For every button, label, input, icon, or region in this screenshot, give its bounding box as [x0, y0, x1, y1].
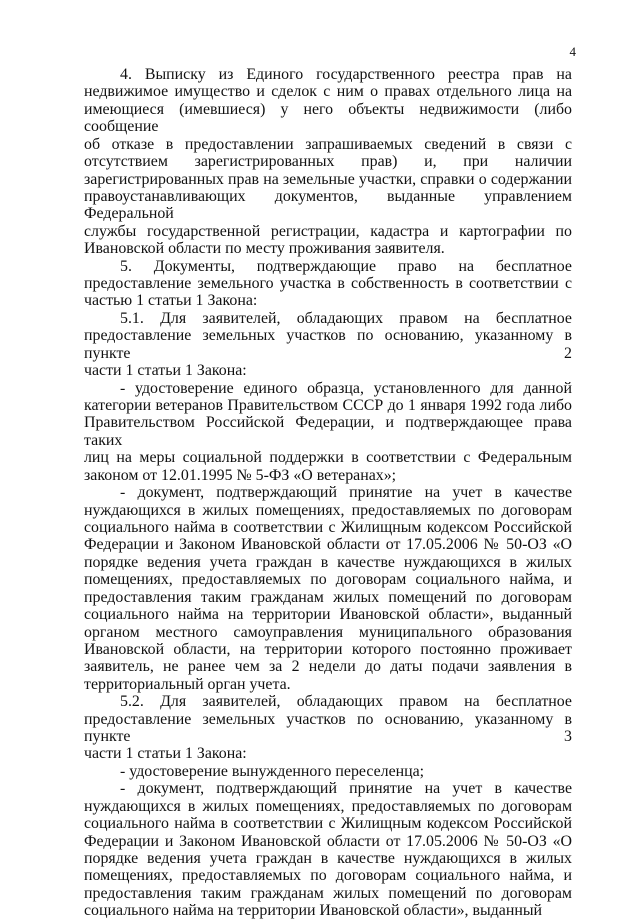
- text-line: - документ, подтверждающий принятие на учет в качестве: [120, 484, 572, 502]
- paragraph-item-5-1-a: [84, 380, 572, 485]
- text-line: территориальный орган учета.: [84, 675, 291, 693]
- text-line: предоставления таким гражданам жилых помещений по договорам: [84, 588, 572, 606]
- text-line: помещениях, предоставляемых по договорам социального найма, и: [84, 571, 572, 589]
- text-line: помещениях, предоставляемых по договорам социального найма, и: [84, 867, 572, 885]
- text-line: социального найма на территории Ивановской области», выданный: [84, 606, 572, 624]
- text-line: Ивановской области, на территории которого постоянно проживает: [84, 640, 572, 658]
- text-line: Федерации и Законом Ивановской области от 17.05.2006 № 50-ОЗ «О: [84, 832, 572, 850]
- text-line: категории ветеранов Правительством СССР до 1 января 1992 года либо: [84, 397, 572, 415]
- text-line: недвижимое имущество и сделок с ним о правах отдельного лица на: [84, 83, 572, 101]
- text-line: части 1 статьи 1 Закона:: [84, 362, 247, 380]
- text-line: предоставление земельного участка в собственность в соответствии с: [84, 275, 572, 293]
- text-line: порядке ведения учета граждан в качестве нуждающихся в жилых: [84, 553, 572, 571]
- paragraph-item-5-2: [84, 693, 572, 763]
- document-body: [84, 66, 572, 920]
- text-line: Федерации и Законом Ивановской области от 17.05.2006 № 50-ОЗ «О: [84, 536, 572, 554]
- text-line: - удостоверение вынужденного переселенца;: [120, 762, 425, 780]
- text-line: социального найма на территории Ивановской области», выданный: [84, 902, 543, 920]
- text-line: части 1 статьи 1 Закона:: [84, 745, 247, 763]
- text-line: отсутствием зарегистрированных прав) и, при наличии: [84, 153, 572, 171]
- text-line: имеющиеся (имевшиеся) у него объекты недвижимости (либо сообщение: [84, 100, 572, 136]
- text-line: порядке ведения учета граждан в качестве нуждающихся в жилых: [84, 849, 572, 867]
- text-line: 5.1. Для заявителей, обладающих правом на бесплатное: [120, 309, 572, 327]
- text-line: службы государственной регистрации, кадастра и картографии по: [84, 222, 572, 240]
- paragraph-item-5: [84, 258, 572, 310]
- text-line: социального найма в соответствии с Жилищным кодексом Российской: [84, 518, 572, 536]
- text-line: об отказе в предоставлении запрашиваемых сведений в связи с: [84, 135, 572, 153]
- page-number: 4: [569, 44, 576, 59]
- paragraph-item-4: [84, 66, 572, 258]
- paragraph-item-5-1-b: [84, 484, 572, 693]
- text-line: правоустанавливающих документов, выданные управлением Федеральной: [84, 187, 572, 223]
- text-line: частью 1 статьи 1 Закона:: [84, 292, 258, 310]
- text-line: нуждающихся в жилых помещениях, предоставляемых по договорам: [84, 797, 572, 815]
- paragraph-item-5-1: [84, 310, 572, 380]
- text-line: Ивановской области по месту проживания заявителя.: [84, 240, 445, 258]
- text-line: лиц на меры социальной поддержки в соответствии с Федеральным: [84, 449, 572, 467]
- text-line: 5.2. Для заявителей, обладающих правом на бесплатное: [120, 693, 572, 711]
- text-line: 5. Документы, подтверждающие право на бесплатное: [120, 257, 572, 275]
- text-line: предоставления таким гражданам жилых помещений по договорам: [84, 884, 572, 902]
- text-line: предоставление земельных участков по основанию, указанному в пункте 2: [84, 327, 572, 362]
- text-line: зарегистрированных прав на земельные участки, справки о содержании: [84, 170, 572, 188]
- text-line: - документ, подтверждающий принятие на учет в качестве: [120, 780, 572, 798]
- text-line: Правительством Российской Федерации, и подтверждающее права таких: [84, 414, 572, 449]
- text-line: законом от 12.01.1995 № 5-ФЗ «О ветеранах»;: [84, 466, 397, 484]
- text-line: заявитель, не ранее чем за 2 недели до даты подачи заявления в: [84, 658, 572, 676]
- text-line: органом местного самоуправления муниципального образования: [84, 623, 572, 641]
- text-line: предоставление земельных участков по основанию, указанному в пункте 3: [84, 710, 572, 746]
- text-line: социального найма в соответствии с Жилищным кодексом Российской: [84, 815, 572, 833]
- paragraph-item-5-2-a: [84, 763, 572, 780]
- text-line: - удостоверение единого образца, установленного для данной: [120, 379, 572, 397]
- text-line: нуждающихся в жилых помещениях, предоставляемых по договорам: [84, 501, 572, 519]
- paragraph-item-5-2-b: [84, 780, 572, 919]
- text-line: 4. Выписку из Единого государственного реестра прав на: [120, 66, 572, 83]
